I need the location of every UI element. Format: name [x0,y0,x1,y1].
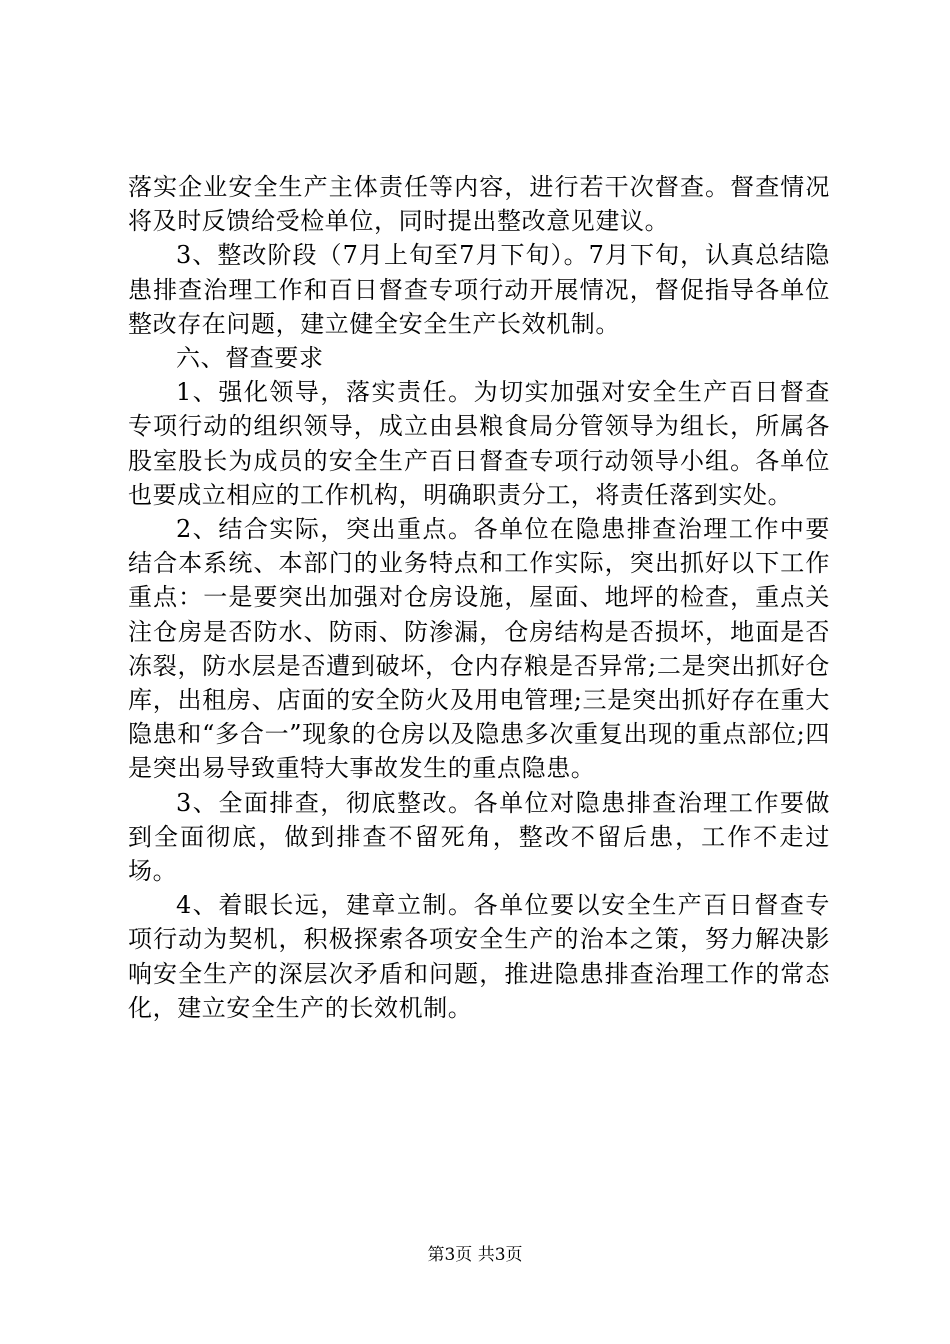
paragraph-1: 落实企业安全生产主体责任等内容，进行若干次督查。督查情况将及时反馈给受检单位，同时提出整改意见建议。 [128,173,830,236]
document-body [128,170,830,1025]
page-number: 第3页 [427,1245,473,1265]
paragraph-2: 3、整改阶段（7月上旬至7月下旬）。7月下旬，认真总结隐患排查治理工作和百日督查专项行动开展情况，督促指导各单位整改存在问题，建立健全安全生产长效机制。 [128,241,830,338]
page-total: 共3页 [477,1245,523,1265]
paragraph-4: 1、强化领导，落实责任。为切实加强对安全生产百日督查专项行动的组织领导，成立由县粮食局分管领导为组长，所属各股室股长为成员的安全生产百日督查专项行动领导小组。各单位也要成立相应的工作机构，明确职责分工，将责任落到实处。 [128,378,830,509]
section-heading: 六、督查要求 [176,344,324,373]
paragraph-7: 4、着眼长远，建章立制。各单位要以安全生产百日督查专项行动为契机，积极探索各项安全生产的治本之策，努力解决影响安全生产的深层次矛盾和问题，推进隐患排查治理工作的常态化，建立安全生产的长效机制。 [128,891,830,1022]
paragraph-6: 3、全面排查，彻底整改。各单位对隐患排查治理工作要做到全面彻底，做到排查不留死角，整改不留后患，工作不走过场。 [128,788,830,886]
page-footer [0,1245,950,1265]
paragraph-5: 2、结合实际，突出重点。各单位在隐患排查治理工作中要结合本系统、本部门的业务特点和工作实际，突出抓好以下工作重点：一是要突出加强对仓房设施，屋面、地坪的检查，重点关注仓房是否防水、防雨、防渗漏，仓房结构是否损坏，地面是否冻裂，防水层是否遭到破坏，仓内存粮是否异常;二是突出抓好仓库，出租房、店面的安全防火及用电管理;三是突出抓好存在重大隐患和“多合一”现象的仓房以及隐患多次重复出现的重点部位;四是突出易导致重特大事故发生的重点隐患。 [128,515,830,783]
